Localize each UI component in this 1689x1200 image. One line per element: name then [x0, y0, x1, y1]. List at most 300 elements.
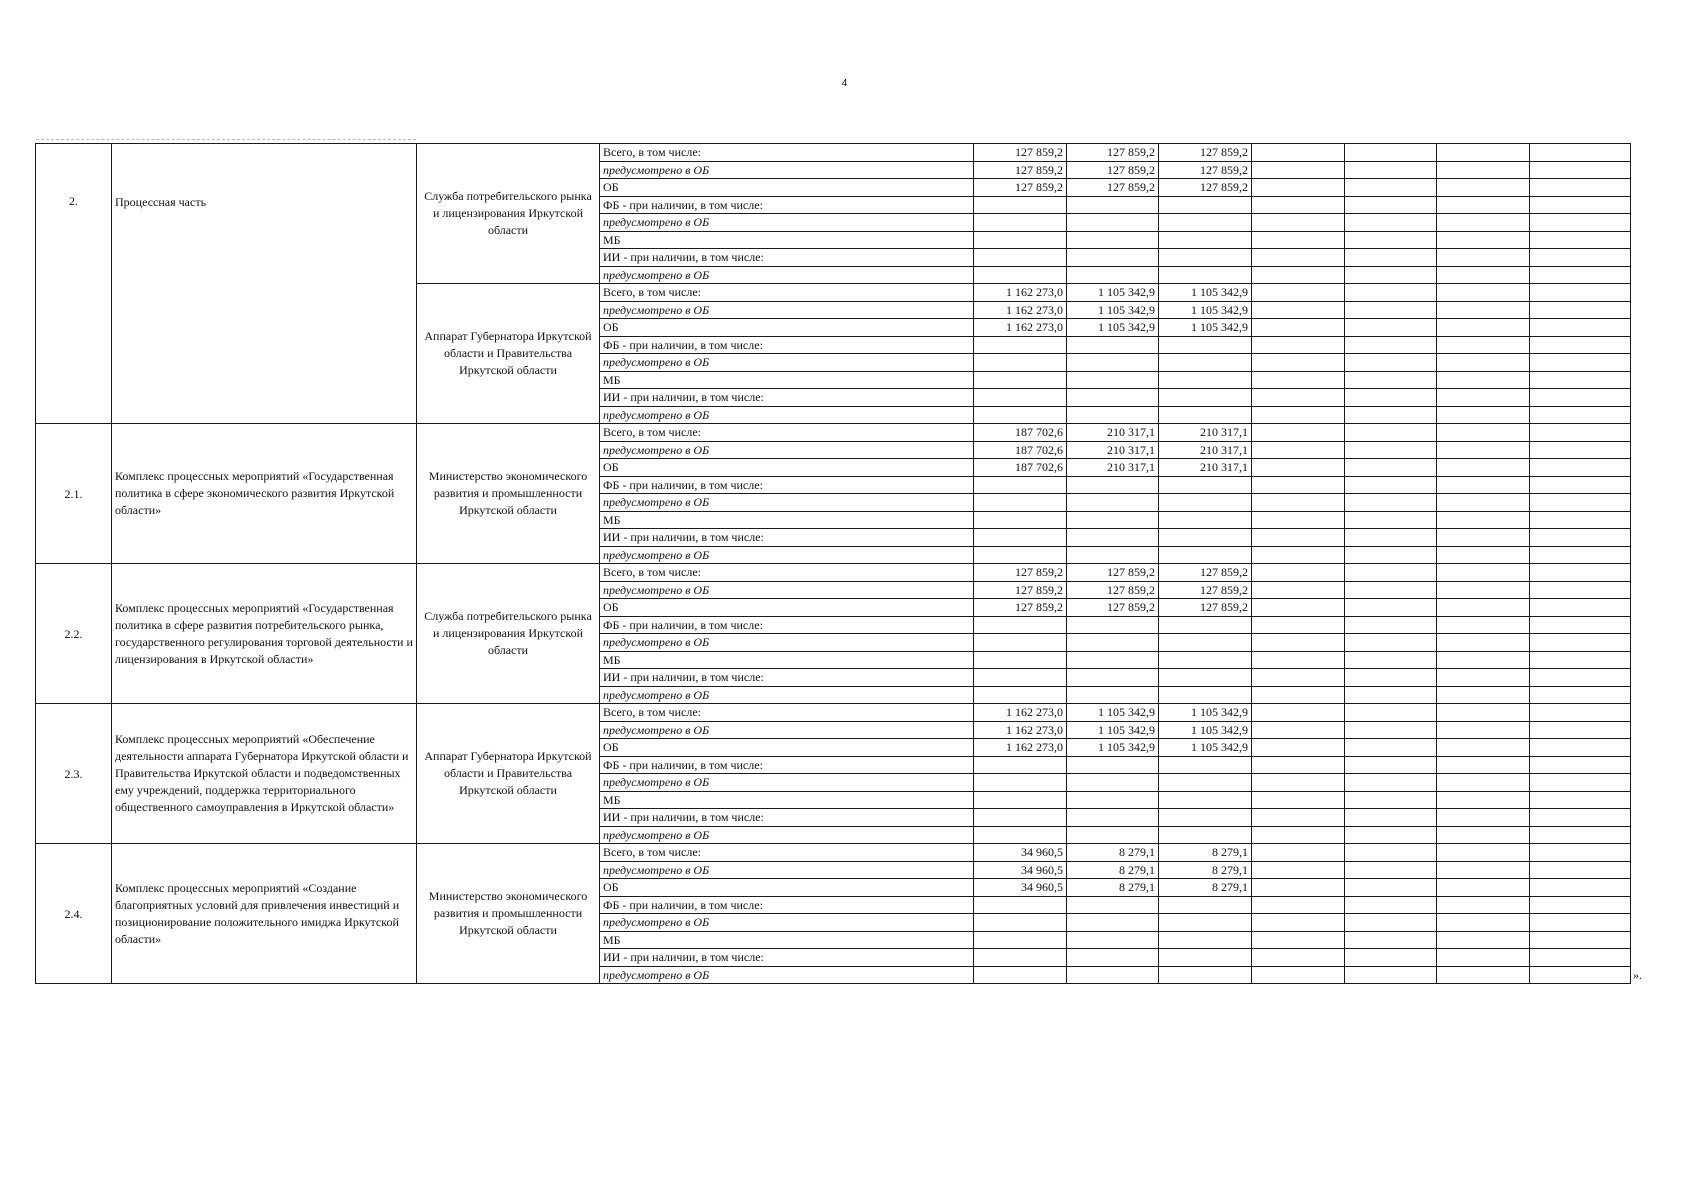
table-row	[36, 144, 1631, 162]
empty-cell	[1252, 914, 1345, 932]
amount-cell: 127 859,2	[1159, 564, 1252, 582]
empty-cell	[1437, 406, 1530, 424]
empty-cell	[1067, 756, 1159, 774]
empty-cell	[1345, 494, 1437, 512]
amount-cell: 127 859,2	[1159, 581, 1252, 599]
empty-cell	[1159, 529, 1252, 547]
empty-cell	[974, 616, 1067, 634]
empty-cell	[1437, 459, 1530, 477]
empty-cell	[1345, 441, 1437, 459]
amount-cell: 127 859,2	[1159, 179, 1252, 197]
empty-cell	[1530, 389, 1631, 407]
source-ob: ОБ	[600, 179, 974, 197]
empty-cell	[1252, 634, 1345, 652]
amount-cell: 8 279,1	[1067, 861, 1159, 879]
source-provided-ob: предусмотрено в ОБ	[600, 214, 974, 232]
empty-cell	[1437, 319, 1530, 337]
empty-cell	[1252, 949, 1345, 967]
empty-cell	[1159, 389, 1252, 407]
end-mark: ».	[1633, 968, 1642, 982]
table-row	[36, 424, 1631, 442]
amount-cell: 127 859,2	[974, 161, 1067, 179]
empty-cell	[1530, 249, 1631, 267]
empty-cell	[1252, 441, 1345, 459]
amount-cell: 127 859,2	[974, 564, 1067, 582]
empty-cell	[1252, 826, 1345, 844]
empty-cell	[974, 756, 1067, 774]
empty-cell	[1067, 686, 1159, 704]
empty-cell	[1159, 669, 1252, 687]
source-fb: ФБ - при наличии, в том числе:	[600, 756, 974, 774]
amount-cell: 127 859,2	[974, 179, 1067, 197]
empty-cell	[1345, 616, 1437, 634]
empty-cell	[974, 686, 1067, 704]
empty-cell	[1530, 774, 1631, 792]
empty-cell	[1345, 966, 1437, 984]
empty-cell	[1437, 476, 1530, 494]
amount-cell: 127 859,2	[1159, 161, 1252, 179]
empty-cell	[1067, 529, 1159, 547]
empty-cell	[974, 914, 1067, 932]
amount-cell: 8 279,1	[1067, 844, 1159, 862]
program-resource-table	[35, 143, 1631, 984]
empty-cell	[974, 249, 1067, 267]
empty-cell	[1530, 914, 1631, 932]
empty-cell	[1159, 966, 1252, 984]
empty-cell	[1067, 371, 1159, 389]
empty-cell	[1437, 354, 1530, 372]
empty-cell	[1437, 336, 1530, 354]
empty-cell	[1530, 546, 1631, 564]
empty-cell	[1067, 791, 1159, 809]
empty-cell	[974, 406, 1067, 424]
empty-cell	[974, 651, 1067, 669]
amount-cell: 8 279,1	[1159, 861, 1252, 879]
empty-cell	[1067, 634, 1159, 652]
source-ii: ИИ - при наличии, в том числе:	[600, 389, 974, 407]
empty-cell	[1159, 949, 1252, 967]
scan-artifact-line	[36, 139, 416, 140]
empty-cell	[1345, 634, 1437, 652]
source-ii: ИИ - при наличии, в том числе:	[600, 529, 974, 547]
empty-cell	[1252, 179, 1345, 197]
empty-cell	[1345, 914, 1437, 932]
source-provided-ob: предусмотрено в ОБ	[600, 634, 974, 652]
empty-cell	[1252, 371, 1345, 389]
empty-cell	[1530, 214, 1631, 232]
table-row	[36, 844, 1631, 862]
empty-cell	[1252, 791, 1345, 809]
empty-cell	[1530, 511, 1631, 529]
empty-cell	[1530, 844, 1631, 862]
empty-cell	[1530, 144, 1631, 162]
empty-cell	[1067, 949, 1159, 967]
empty-cell	[1159, 511, 1252, 529]
empty-cell	[1437, 949, 1530, 967]
empty-cell	[1530, 231, 1631, 249]
empty-cell	[1345, 581, 1437, 599]
empty-cell	[974, 896, 1067, 914]
empty-cell	[1530, 739, 1631, 757]
amount-cell: 127 859,2	[1067, 599, 1159, 617]
empty-cell	[1067, 389, 1159, 407]
empty-cell	[1437, 791, 1530, 809]
table-row	[36, 564, 1631, 582]
source-provided-ob: предусмотрено в ОБ	[600, 301, 974, 319]
empty-cell	[1437, 389, 1530, 407]
source-fb: ФБ - при наличии, в том числе:	[600, 476, 974, 494]
executor-name: Министерство экономического развития и промышленности Иркутской области	[417, 844, 600, 984]
empty-cell	[1252, 704, 1345, 722]
empty-cell	[1530, 949, 1631, 967]
empty-cell	[1252, 301, 1345, 319]
empty-cell	[1437, 161, 1530, 179]
empty-cell	[1437, 179, 1530, 197]
empty-cell	[1345, 809, 1437, 827]
empty-cell	[1345, 546, 1437, 564]
amount-cell: 187 702,6	[974, 459, 1067, 477]
table-row	[36, 704, 1631, 722]
section-number: 2.	[36, 144, 112, 424]
empty-cell	[974, 266, 1067, 284]
empty-cell	[1159, 914, 1252, 932]
empty-cell	[1530, 529, 1631, 547]
empty-cell	[1437, 756, 1530, 774]
empty-cell	[1159, 476, 1252, 494]
empty-cell	[1437, 914, 1530, 932]
source-total: Всего, в том числе:	[600, 144, 974, 162]
empty-cell	[1345, 214, 1437, 232]
empty-cell	[1530, 284, 1631, 302]
empty-cell	[1530, 599, 1631, 617]
page-number: 4	[841, 78, 848, 89]
empty-cell	[1345, 476, 1437, 494]
source-provided-ob: предусмотрено в ОБ	[600, 721, 974, 739]
empty-cell	[1437, 721, 1530, 739]
amount-cell: 1 162 273,0	[974, 284, 1067, 302]
empty-cell	[1530, 809, 1631, 827]
empty-cell	[1345, 896, 1437, 914]
empty-cell	[974, 494, 1067, 512]
empty-cell	[1345, 669, 1437, 687]
empty-cell	[1159, 196, 1252, 214]
empty-cell	[1067, 896, 1159, 914]
amount-cell: 127 859,2	[1067, 144, 1159, 162]
amount-cell: 1 105 342,9	[1067, 739, 1159, 757]
empty-cell	[1252, 389, 1345, 407]
empty-cell	[1252, 651, 1345, 669]
empty-cell	[1252, 476, 1345, 494]
empty-cell	[974, 949, 1067, 967]
empty-cell	[1252, 669, 1345, 687]
empty-cell	[1530, 336, 1631, 354]
source-fb: ФБ - при наличии, в том числе:	[600, 616, 974, 634]
empty-cell	[1437, 931, 1530, 949]
empty-cell	[1345, 721, 1437, 739]
empty-cell	[1067, 966, 1159, 984]
source-ob: ОБ	[600, 459, 974, 477]
empty-cell	[1345, 371, 1437, 389]
source-ii: ИИ - при наличии, в том числе:	[600, 809, 974, 827]
empty-cell	[1437, 616, 1530, 634]
empty-cell	[1437, 441, 1530, 459]
empty-cell	[1530, 301, 1631, 319]
empty-cell	[1345, 651, 1437, 669]
empty-cell	[1067, 826, 1159, 844]
empty-cell	[1437, 861, 1530, 879]
amount-cell: 127 859,2	[1159, 144, 1252, 162]
empty-cell	[1345, 931, 1437, 949]
empty-cell	[1530, 371, 1631, 389]
empty-cell	[1530, 179, 1631, 197]
empty-cell	[1345, 266, 1437, 284]
empty-cell	[1252, 616, 1345, 634]
empty-cell	[974, 214, 1067, 232]
empty-cell	[1252, 756, 1345, 774]
empty-cell	[1530, 616, 1631, 634]
source-provided-ob: предусмотрено в ОБ	[600, 774, 974, 792]
amount-cell: 210 317,1	[1159, 441, 1252, 459]
empty-cell	[974, 336, 1067, 354]
empty-cell	[1067, 354, 1159, 372]
empty-cell	[1159, 546, 1252, 564]
empty-cell	[1252, 144, 1345, 162]
empty-cell	[1252, 161, 1345, 179]
section-number: 2.4.	[36, 844, 112, 984]
empty-cell	[1530, 441, 1631, 459]
empty-cell	[1159, 651, 1252, 669]
empty-cell	[1345, 179, 1437, 197]
amount-cell: 8 279,1	[1159, 879, 1252, 897]
amount-cell: 1 162 273,0	[974, 739, 1067, 757]
source-ob: ОБ	[600, 319, 974, 337]
empty-cell	[974, 529, 1067, 547]
empty-cell	[1437, 301, 1530, 319]
empty-cell	[974, 231, 1067, 249]
empty-cell	[1345, 599, 1437, 617]
empty-cell	[1252, 774, 1345, 792]
empty-cell	[1345, 354, 1437, 372]
empty-cell	[1252, 739, 1345, 757]
empty-cell	[1252, 494, 1345, 512]
empty-cell	[1252, 966, 1345, 984]
empty-cell	[1437, 581, 1530, 599]
empty-cell	[1252, 599, 1345, 617]
empty-cell	[1530, 196, 1631, 214]
executor-name: Служба потребительского рынка и лицензирования Иркутской области	[417, 144, 600, 284]
empty-cell	[1252, 424, 1345, 442]
empty-cell	[974, 476, 1067, 494]
empty-cell	[974, 634, 1067, 652]
empty-cell	[1437, 599, 1530, 617]
empty-cell	[974, 546, 1067, 564]
empty-cell	[1159, 494, 1252, 512]
source-fb: ФБ - при наличии, в том числе:	[600, 896, 974, 914]
amount-cell: 8 279,1	[1159, 844, 1252, 862]
empty-cell	[974, 931, 1067, 949]
empty-cell	[1437, 774, 1530, 792]
empty-cell	[1345, 161, 1437, 179]
empty-cell	[1159, 634, 1252, 652]
source-provided-ob: предусмотрено в ОБ	[600, 266, 974, 284]
amount-cell: 1 105 342,9	[1159, 301, 1252, 319]
source-mb: МБ	[600, 651, 974, 669]
source-provided-ob: предусмотрено в ОБ	[600, 966, 974, 984]
empty-cell	[1345, 844, 1437, 862]
empty-cell	[1252, 459, 1345, 477]
empty-cell	[1252, 406, 1345, 424]
empty-cell	[1159, 354, 1252, 372]
empty-cell	[1067, 774, 1159, 792]
amount-cell: 127 859,2	[974, 144, 1067, 162]
empty-cell	[1530, 354, 1631, 372]
empty-cell	[1159, 249, 1252, 267]
empty-cell	[1067, 249, 1159, 267]
empty-cell	[1345, 231, 1437, 249]
empty-cell	[1345, 424, 1437, 442]
section-number: 2.2.	[36, 564, 112, 704]
empty-cell	[1159, 406, 1252, 424]
source-mb: МБ	[600, 511, 974, 529]
empty-cell	[1437, 844, 1530, 862]
empty-cell	[1252, 809, 1345, 827]
empty-cell	[1437, 371, 1530, 389]
empty-cell	[1159, 231, 1252, 249]
table-body	[36, 144, 1631, 984]
empty-cell	[1067, 546, 1159, 564]
source-mb: МБ	[600, 371, 974, 389]
empty-cell	[1252, 721, 1345, 739]
executor-name: Аппарат Губернатора Иркутской области и Правительства Иркутской области	[417, 284, 600, 424]
empty-cell	[1159, 336, 1252, 354]
amount-cell: 210 317,1	[1067, 459, 1159, 477]
empty-cell	[974, 511, 1067, 529]
empty-cell	[974, 389, 1067, 407]
source-total: Всего, в том числе:	[600, 564, 974, 582]
empty-cell	[1159, 616, 1252, 634]
empty-cell	[1252, 844, 1345, 862]
empty-cell	[1345, 249, 1437, 267]
amount-cell: 1 105 342,9	[1067, 319, 1159, 337]
empty-cell	[1530, 564, 1631, 582]
empty-cell	[1437, 826, 1530, 844]
empty-cell	[1530, 634, 1631, 652]
amount-cell: 127 859,2	[974, 581, 1067, 599]
empty-cell	[1252, 896, 1345, 914]
empty-cell	[1530, 494, 1631, 512]
empty-cell	[1252, 564, 1345, 582]
empty-cell	[1437, 529, 1530, 547]
empty-cell	[1530, 476, 1631, 494]
amount-cell: 34 960,5	[974, 879, 1067, 897]
source-ob: ОБ	[600, 739, 974, 757]
empty-cell	[1530, 651, 1631, 669]
source-provided-ob: предусмотрено в ОБ	[600, 914, 974, 932]
amount-cell: 1 105 342,9	[1159, 284, 1252, 302]
empty-cell	[1437, 214, 1530, 232]
empty-cell	[1530, 931, 1631, 949]
empty-cell	[1067, 336, 1159, 354]
empty-cell	[1067, 651, 1159, 669]
source-ii: ИИ - при наличии, в том числе:	[600, 669, 974, 687]
empty-cell	[1437, 896, 1530, 914]
empty-cell	[1530, 896, 1631, 914]
amount-cell: 187 702,6	[974, 441, 1067, 459]
amount-cell: 1 105 342,9	[1159, 704, 1252, 722]
amount-cell: 34 960,5	[974, 844, 1067, 862]
source-total: Всего, в том числе:	[600, 704, 974, 722]
empty-cell	[1345, 389, 1437, 407]
section-name: Комплекс процессных мероприятий «Создание благоприятных условий для привлечения инвестиций и позиционирование положительного имиджа Иркутской области»	[112, 844, 417, 984]
empty-cell	[1530, 319, 1631, 337]
empty-cell	[1159, 686, 1252, 704]
empty-cell	[1437, 249, 1530, 267]
section-number: 2.1.	[36, 424, 112, 564]
empty-cell	[1252, 879, 1345, 897]
amount-cell: 127 859,2	[1067, 179, 1159, 197]
empty-cell	[1437, 651, 1530, 669]
empty-cell	[1252, 354, 1345, 372]
empty-cell	[1437, 144, 1530, 162]
empty-cell	[974, 809, 1067, 827]
empty-cell	[1437, 704, 1530, 722]
empty-cell	[1252, 319, 1345, 337]
empty-cell	[1530, 266, 1631, 284]
empty-cell	[1437, 546, 1530, 564]
amount-cell: 210 317,1	[1159, 459, 1252, 477]
empty-cell	[1067, 914, 1159, 932]
empty-cell	[974, 371, 1067, 389]
empty-cell	[1345, 144, 1437, 162]
empty-cell	[1159, 931, 1252, 949]
amount-cell: 127 859,2	[1067, 161, 1159, 179]
empty-cell	[1159, 826, 1252, 844]
empty-cell	[1159, 896, 1252, 914]
empty-cell	[1437, 284, 1530, 302]
empty-cell	[974, 774, 1067, 792]
empty-cell	[974, 826, 1067, 844]
amount-cell: 127 859,2	[1067, 581, 1159, 599]
empty-cell	[1437, 494, 1530, 512]
source-total: Всего, в том числе:	[600, 424, 974, 442]
empty-cell	[1530, 966, 1631, 984]
source-provided-ob: предусмотрено в ОБ	[600, 826, 974, 844]
empty-cell	[1067, 931, 1159, 949]
empty-cell	[1159, 756, 1252, 774]
empty-cell	[1345, 406, 1437, 424]
empty-cell	[1345, 879, 1437, 897]
amount-cell: 1 162 273,0	[974, 319, 1067, 337]
empty-cell	[1252, 214, 1345, 232]
empty-cell	[1530, 424, 1631, 442]
empty-cell	[1345, 196, 1437, 214]
source-ob: ОБ	[600, 599, 974, 617]
amount-cell: 1 162 273,0	[974, 704, 1067, 722]
empty-cell	[1530, 756, 1631, 774]
amount-cell: 34 960,5	[974, 861, 1067, 879]
empty-cell	[1252, 686, 1345, 704]
empty-cell	[1530, 581, 1631, 599]
empty-cell	[1252, 581, 1345, 599]
source-provided-ob: предусмотрено в ОБ	[600, 686, 974, 704]
empty-cell	[1067, 809, 1159, 827]
section-number: 2.3.	[36, 704, 112, 844]
executor-name: Аппарат Губернатора Иркутской области и Правительства Иркутской области	[417, 704, 600, 844]
empty-cell	[1159, 371, 1252, 389]
empty-cell	[1345, 319, 1437, 337]
empty-cell	[1252, 231, 1345, 249]
empty-cell	[1067, 511, 1159, 529]
